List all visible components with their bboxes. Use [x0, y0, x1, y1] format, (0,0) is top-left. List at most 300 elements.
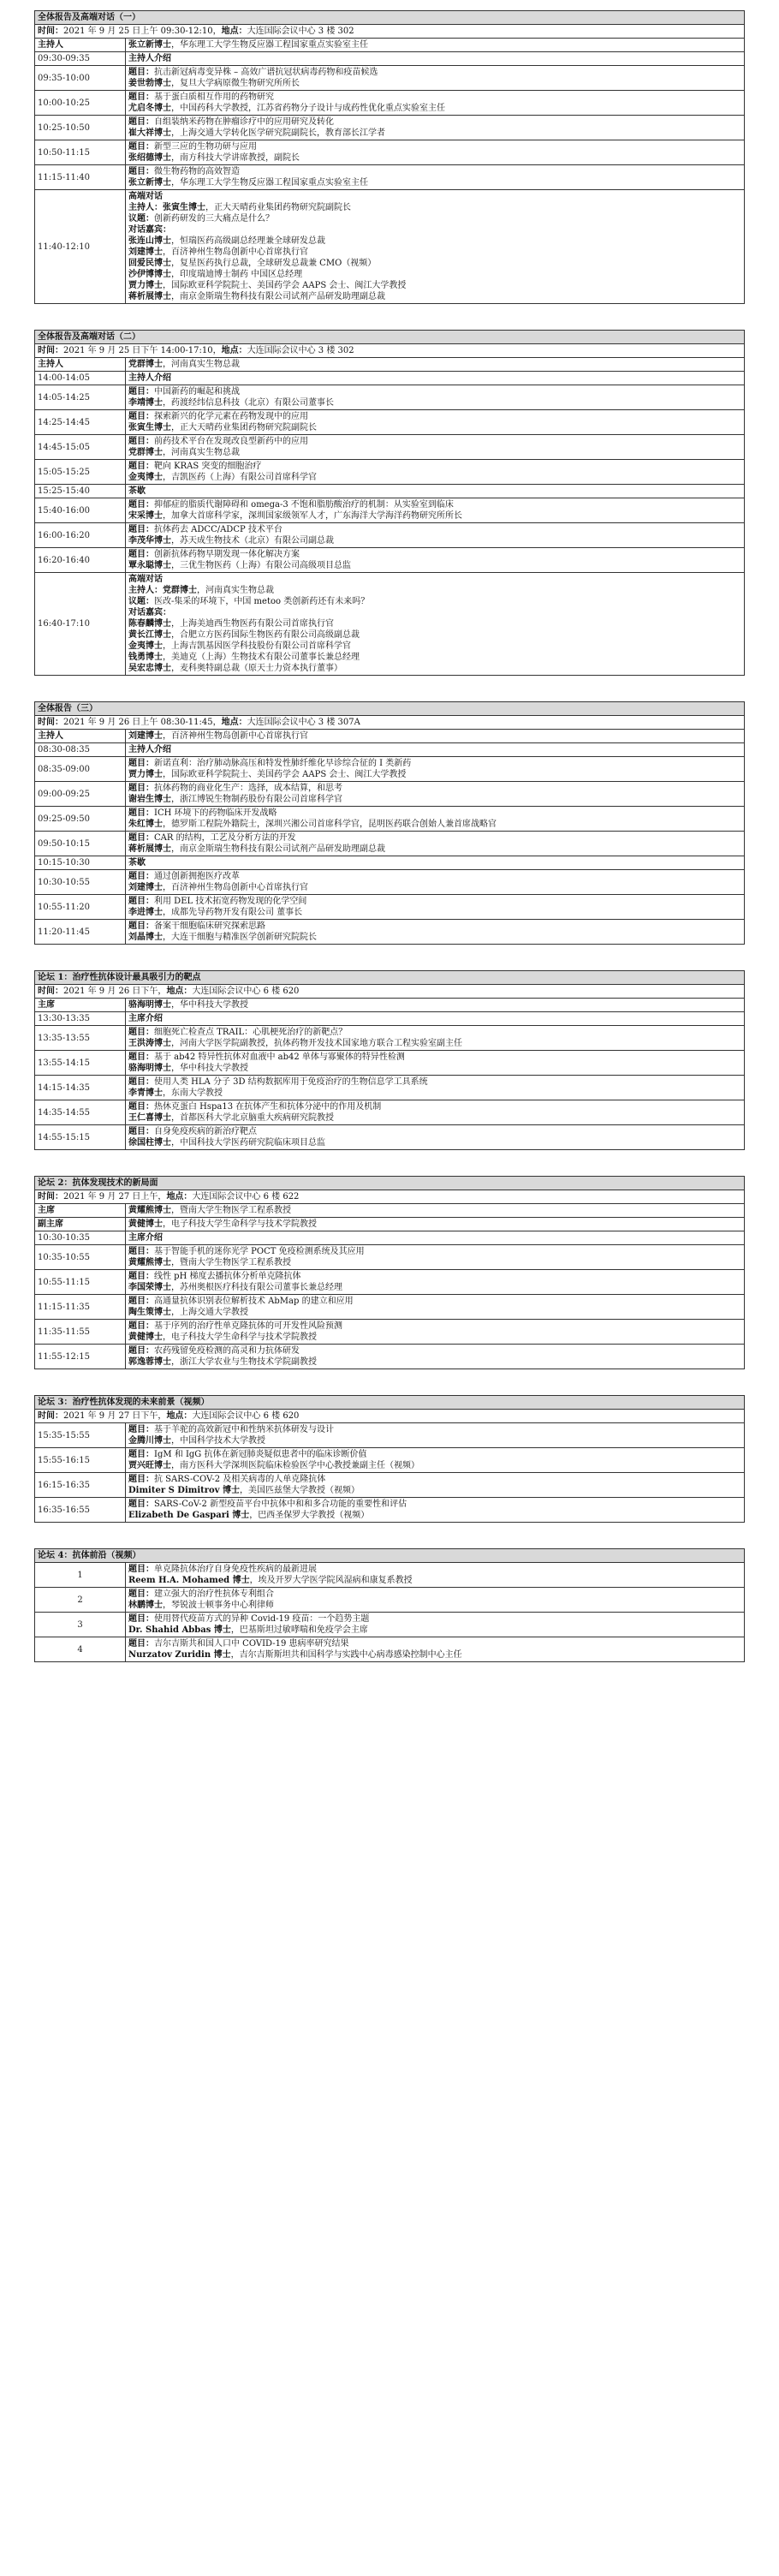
- content-line: [128, 486, 741, 497]
- line-bold: 题目：: [128, 437, 154, 446]
- slot-time: [35, 116, 126, 140]
- line-text: ，苏天成生物技术（北京）有限公司副总裁: [171, 536, 334, 546]
- line-bold: 黄长江博士: [128, 630, 171, 640]
- slot-time-text: 2: [77, 1595, 83, 1605]
- chair-row: [35, 358, 745, 372]
- slot-content: [126, 895, 745, 920]
- line-text: ，河南真实生物总裁: [163, 448, 240, 457]
- section-meta: [35, 25, 745, 39]
- slot-content: [126, 1423, 745, 1448]
- chair-name: 骆海明博士: [128, 1000, 171, 1010]
- agenda-row: [35, 1076, 745, 1100]
- line-bold: 题目：: [128, 784, 154, 793]
- content-line: [128, 882, 741, 893]
- line-text: 新型三应的生物功研与应用: [154, 142, 257, 152]
- session-time: 2021 年 9 月 27 日下午，: [63, 1411, 167, 1421]
- slot-content: [126, 856, 745, 870]
- line-bold: 金夷博士: [128, 641, 163, 651]
- content-line: [128, 436, 741, 447]
- content-line: [128, 1424, 741, 1435]
- slot-time: [35, 66, 126, 91]
- line-text: 热休克蛋白 Hspa13 在抗体产生和抗体分泌中的作用及机制: [154, 1102, 382, 1112]
- line-bold: 题目：: [128, 1565, 154, 1574]
- item-number: [35, 1613, 126, 1637]
- time-label: 时间：: [38, 1411, 63, 1421]
- slot-time: [35, 140, 126, 165]
- agenda-row: [35, 1100, 745, 1125]
- chair-row: [35, 39, 745, 52]
- slot-time-text: 11:35-11:55: [38, 1327, 91, 1337]
- chair-person: [126, 1218, 745, 1231]
- line-bold: 金夷博士: [128, 473, 163, 482]
- line-bold: 茶歇: [128, 858, 146, 868]
- content-line: [128, 269, 741, 280]
- chair-affiliation: ，暨南大学生物医学工程系教授: [171, 1206, 291, 1215]
- agenda-row: [35, 1012, 745, 1026]
- slot-time: [35, 165, 126, 190]
- slot-time: [35, 1498, 126, 1523]
- content-line: [128, 794, 741, 805]
- line-bold: 黄耀熊博士: [128, 1258, 171, 1267]
- line-bold: 题目：: [128, 1425, 154, 1434]
- chair-role-text: 副主席: [38, 1219, 63, 1229]
- line-text: 抗击新冠病毒变异株 – 高效广谱抗冠状病毒药物和疫苗候选: [154, 68, 378, 77]
- line-bold: 李靖博士: [128, 398, 163, 408]
- line-bold: 李青博士: [128, 1088, 163, 1098]
- location-label: 地点：: [166, 1192, 193, 1202]
- line-text: 农药残留免疫检测的高灵和力抗体研发: [154, 1346, 300, 1356]
- line-bold: 题目：: [128, 117, 154, 127]
- session-location: 大连国际会议中心 3 楼 307A: [247, 718, 360, 727]
- agenda-row: [35, 1231, 745, 1245]
- line-text: ICH 环境下的药物临床开发战略: [154, 808, 277, 818]
- section-title-row: [35, 702, 745, 716]
- section-title-row: [35, 331, 745, 344]
- line-text: 靶向 KRAS 突变的细胞治疗: [154, 462, 262, 471]
- agenda-row: [35, 807, 745, 832]
- content-line: [128, 1321, 741, 1332]
- slot-time: [35, 1270, 126, 1295]
- section-title: [35, 11, 745, 25]
- slot-time-text: 14:00-14:05: [38, 373, 91, 383]
- line-text: ，德罗斯工程院外籍院士，深圳兴湘公司首席科学官，昆明医药联合创始人兼首席战略官: [163, 820, 497, 829]
- slot-time: [35, 1448, 126, 1473]
- content-line: [128, 1038, 741, 1049]
- section-title-row: [35, 1549, 745, 1563]
- section-title: [35, 1549, 745, 1563]
- slot-time-text: 14:25-14:45: [38, 417, 91, 427]
- line-text: 探索新兴的化学元素在药物发现中的应用: [154, 412, 308, 421]
- content-line: [128, 1282, 741, 1293]
- content-line: [128, 596, 741, 607]
- slot-time: [35, 1473, 126, 1498]
- line-bold: 崔大祥博士: [128, 128, 171, 138]
- agenda-row: [35, 190, 745, 304]
- slot-content: [126, 66, 745, 91]
- section-meta-row: [35, 1190, 745, 1204]
- agenda-row: [35, 782, 745, 807]
- line-text: ，国际欧亚科学院院士、美国药学会 AAPS 会士、闽江大学教授: [163, 281, 407, 290]
- line-bold: 题目：: [128, 1052, 154, 1062]
- slot-time-text: 10:30-10:55: [38, 877, 91, 887]
- content-line: [128, 397, 741, 408]
- content-line: [128, 67, 741, 78]
- content-line: [128, 1613, 741, 1625]
- program-section: [34, 1548, 745, 1662]
- slot-content: [126, 1320, 745, 1345]
- chair-affiliation: ，华中科技大学教授: [171, 1000, 248, 1010]
- line-text: 抗体药物的商业化生产：选择，成本结算，和思考: [154, 784, 342, 793]
- slot-content: [126, 116, 745, 140]
- line-text: 通过创新拥抱医疗改革: [154, 872, 240, 881]
- line-text: ，药渡经纬信息科技（北京）有限公司董事长: [163, 398, 334, 408]
- section-title-text: 全体报告及高端对话（二）: [38, 332, 140, 342]
- line-text: 抗体药去 ADCC/ADCP 技术平台: [154, 525, 282, 534]
- line-text: ，电子科技大学生命科学与技术学院教授: [163, 1333, 317, 1342]
- chair-role-text: 主持人: [38, 731, 63, 741]
- content-line: [128, 141, 741, 152]
- line-text: ，正大天晴药业集团药物研究院副院长: [205, 203, 351, 212]
- line-text: ，百济神州生物岛创新中心首席执行官: [163, 247, 308, 257]
- slot-time-text: 11:40-12:10: [38, 242, 91, 252]
- line-text: ，国际欧亚科学院院士、美国药学会 AAPS 会士、闽江大学教授: [163, 770, 407, 779]
- slot-time-text: 15:35-15:55: [38, 1430, 91, 1440]
- line-bold: 李茂华博士: [128, 536, 171, 546]
- agenda-row: [35, 1588, 745, 1613]
- program-section: [34, 10, 745, 304]
- chair-name: 张立新博士: [128, 40, 171, 50]
- line-bold: 主持人：张寅生博士: [128, 203, 205, 212]
- content-line: [128, 1649, 741, 1661]
- slot-time: [35, 1423, 126, 1448]
- chair-role-text: 主持人: [38, 40, 63, 50]
- chair-role-text: 主席: [38, 1000, 55, 1010]
- slot-content: [126, 498, 745, 523]
- line-text: ，巴基斯坦过敏哮喘和免疫学会主席: [230, 1625, 368, 1635]
- session-time: 2021 年 9 月 26 日上午 08:30-11:45，: [63, 718, 222, 727]
- line-bold: 张寅生博士: [128, 423, 171, 432]
- chair-person: [126, 999, 745, 1012]
- line-bold: 主席介绍: [128, 1233, 163, 1243]
- line-bold: 题目：: [128, 759, 154, 768]
- line-bold: 蒋析展博士: [128, 844, 171, 854]
- slot-content: [126, 1637, 745, 1662]
- section-title: [35, 702, 745, 716]
- slot-time-text: 14:35-14:55: [38, 1107, 91, 1118]
- content-line: [128, 652, 741, 663]
- slot-time: [35, 1231, 126, 1245]
- slot-content: [126, 410, 745, 435]
- slot-time-text: 09:30-09:35: [38, 54, 91, 63]
- content-line: [128, 92, 741, 103]
- slot-time: [35, 1345, 126, 1369]
- chair-person: [126, 358, 745, 372]
- content-line: [128, 1600, 741, 1611]
- slot-content: [126, 1588, 745, 1613]
- content-line: [128, 1257, 741, 1268]
- content-line: [128, 291, 741, 302]
- line-text: 微生物药物的高效智造: [154, 167, 240, 176]
- section-title-row: [35, 971, 745, 985]
- content-line: [128, 78, 741, 89]
- line-bold: 回爱民博士: [128, 259, 171, 268]
- slot-content: [126, 190, 745, 304]
- line-text: 基于智能手机的迷你光学 POCT 免疫检测系统及其应用: [154, 1247, 365, 1256]
- line-bold: 金腾川博士: [128, 1436, 171, 1446]
- line-text: IgM 和 IgG 抗体在新冠肺炎疑似患者中的临床诊断价值: [154, 1450, 367, 1459]
- line-text: ，暨南大学生物医学工程系教授: [171, 1258, 291, 1267]
- line-bold: 主持人介绍: [128, 54, 171, 63]
- line-bold: 李进博士: [128, 908, 163, 917]
- line-text: ，浙江博锐生物制药股份有限公司首席科学官: [171, 795, 342, 804]
- slot-time-text: 10:55-11:15: [38, 1277, 91, 1287]
- section-title: [35, 971, 745, 985]
- slot-time-text: 11:55-12:15: [38, 1351, 91, 1362]
- slot-content: [126, 140, 745, 165]
- line-bold: 题目：: [128, 1500, 154, 1509]
- line-bold: 高端对话: [128, 192, 163, 201]
- slot-content: [126, 920, 745, 945]
- slot-time-text: 10:55-11:20: [38, 902, 91, 912]
- section-meta-row: [35, 985, 745, 999]
- line-text: ，恒瑞医药高级副总经理兼全球研发总裁: [171, 236, 325, 246]
- time-label: 时间：: [38, 987, 63, 996]
- line-bold: 题目：: [128, 1102, 154, 1112]
- slot-time: [35, 1320, 126, 1345]
- program-section: [34, 970, 745, 1150]
- line-bold: 题目：: [128, 872, 154, 881]
- content-line: [128, 236, 741, 247]
- content-line: [128, 844, 741, 855]
- agenda-row: [35, 1563, 745, 1588]
- agenda-row: [35, 1320, 745, 1345]
- content-line: [128, 1101, 741, 1112]
- slot-time: [35, 385, 126, 410]
- line-bold: 题目：: [128, 808, 154, 818]
- slot-time-text: 16:00-16:20: [38, 530, 91, 540]
- section-title-row: [35, 1177, 745, 1190]
- slot-time: [35, 870, 126, 895]
- slot-time-text: 09:50-10:15: [38, 838, 91, 849]
- line-bold: 党群博士: [128, 448, 163, 457]
- chair-affiliation: ，河南真实生物总裁: [163, 360, 240, 369]
- line-bold: 题目：: [128, 142, 154, 152]
- time-label: 时间：: [38, 1192, 63, 1202]
- agenda-row: [35, 1637, 745, 1662]
- line-bold: 贾力博士: [128, 770, 163, 779]
- line-text: ，河南真实生物总裁: [197, 586, 274, 595]
- line-text: 基于序列的治疗性单克隆抗体的可开发性风险预测: [154, 1321, 342, 1331]
- content-line: [128, 1332, 741, 1343]
- slot-time-text: 16:20-16:40: [38, 555, 91, 565]
- slot-content: [126, 1012, 745, 1026]
- agenda-row: [35, 1345, 745, 1369]
- slot-time: [35, 895, 126, 920]
- chair-person: [126, 730, 745, 743]
- content-line: [128, 857, 741, 868]
- content-line: [128, 549, 741, 560]
- agenda-row: [35, 52, 745, 66]
- section-title-text: 全体报告（三）: [38, 704, 98, 713]
- line-text: 备案干细胞临床研究探索思路: [154, 921, 265, 931]
- section-meta: [35, 985, 745, 999]
- slot-content: [126, 1613, 745, 1637]
- content-line: [128, 1052, 741, 1063]
- session-time: 2021 年 9 月 25 日上午 09:30-12:10，: [63, 27, 222, 36]
- slot-time: [35, 920, 126, 945]
- slot-content: [126, 1076, 745, 1100]
- slot-content: [126, 1125, 745, 1150]
- line-text: ，南京金斯瑞生物科技有限公司试剂产品研发助理副总裁: [171, 844, 385, 854]
- content-line: [128, 1485, 741, 1496]
- line-bold: Elizabeth De Gaspari 博士: [128, 1511, 250, 1520]
- content-line: [128, 177, 741, 188]
- content-line: [128, 907, 741, 918]
- line-bold: 题目：: [128, 550, 154, 559]
- location-label: 地点：: [221, 718, 247, 727]
- line-text: 使用人类 HLA 分子 3D 结构数据库用于免疫治疗的生物信息学工具系统: [154, 1077, 428, 1087]
- slot-content: [126, 523, 745, 548]
- slot-content: [126, 807, 745, 832]
- content-line: [128, 1076, 741, 1088]
- line-text: 使用替代疫苗方式的异种 Covid-19 疫苗：一个趋势主题: [154, 1614, 370, 1624]
- line-text: 基于蛋白质相互作用的药物研究: [154, 92, 274, 102]
- content-line: [128, 1271, 741, 1282]
- line-bold: 贾兴旺博士: [128, 1461, 171, 1470]
- slot-time-text: 09:00-09:25: [38, 789, 91, 799]
- line-text: ，南方医科大学深圳医院临床检验医学中心教授兼副主任（视频）: [171, 1461, 419, 1470]
- session-time: 2021 年 9 月 25 日下午 14:00-17:10，: [63, 346, 222, 355]
- line-bold: 谢岩生博士: [128, 795, 171, 804]
- agenda-row: [35, 870, 745, 895]
- content-line: [128, 932, 741, 943]
- slot-time-text: 16:35-16:55: [38, 1505, 91, 1515]
- slot-time: [35, 807, 126, 832]
- line-text: ，复旦大学病原微生物研究所所长: [171, 79, 300, 88]
- content-line: [128, 258, 741, 269]
- content-line: [128, 1357, 741, 1368]
- item-number: [35, 1637, 126, 1662]
- line-bold: 题目：: [128, 921, 154, 931]
- slot-content: [126, 782, 745, 807]
- line-bold: 张立新博士: [128, 178, 171, 188]
- line-text: 前药技术平台在发现改良型新药中的应用: [154, 437, 308, 446]
- line-bold: 陶生策博士: [128, 1308, 171, 1317]
- line-bold: 覃永聪博士: [128, 561, 171, 570]
- chair-person: [126, 1204, 745, 1218]
- slot-time: [35, 1026, 126, 1051]
- line-text: 抗 SARS-COV-2 及相关病毒的人单克隆抗体: [154, 1475, 326, 1484]
- content-line: [128, 499, 741, 510]
- line-bold: 题目：: [128, 1321, 154, 1331]
- content-line: [128, 103, 741, 114]
- line-text: 医改-集采的环境下，中国 metoo 类创新药还有未来吗？: [154, 597, 370, 606]
- content-line: [128, 461, 741, 472]
- line-text: ，中国科学技术大学教授: [171, 1436, 265, 1446]
- slot-time: [35, 485, 126, 498]
- line-text: ，首都医科大学北京脑重大疾病研究院教授: [171, 1113, 334, 1123]
- content-line: [128, 1112, 741, 1124]
- slot-time: [35, 743, 126, 757]
- content-line: [128, 53, 741, 64]
- location-label: 地点：: [166, 987, 193, 996]
- agenda-row: [35, 66, 745, 91]
- line-text: ，中国药科大学教授，江苏省药物分子设计与成药性优化重点实验室主任: [171, 104, 445, 113]
- slot-time-text: 11:20-11:45: [38, 927, 91, 937]
- line-text: ，美迪克（上海）生物技术有限公司董事长兼总经理: [163, 653, 360, 662]
- content-line: [128, 1137, 741, 1148]
- content-line: [128, 1510, 741, 1521]
- slot-time-text: 14:45-15:05: [38, 442, 91, 452]
- line-text: 创新药研发的三大痛点是什么？: [154, 214, 274, 224]
- slot-time-text: 11:15-11:35: [38, 1302, 91, 1312]
- slot-time-text: 16:40-17:10: [38, 619, 91, 629]
- slot-time: [35, 435, 126, 460]
- line-text: ，华东理工大学生物反应器工程国家重点实验室主任: [171, 178, 368, 188]
- chair-row: [35, 1204, 745, 1218]
- line-bold: 题目：: [128, 387, 154, 397]
- content-line: [128, 1435, 741, 1446]
- content-line: [128, 808, 741, 819]
- agenda-row: [35, 372, 745, 385]
- session-location: 大连国际会议中心 6 楼 620: [192, 1411, 300, 1421]
- slot-time: [35, 410, 126, 435]
- line-bold: 题目：: [128, 1028, 154, 1037]
- content-line: [128, 663, 741, 674]
- item-number: [35, 1588, 126, 1613]
- line-bold: 郭逸蓉博士: [128, 1357, 171, 1367]
- line-bold: 题目：: [128, 1639, 154, 1649]
- content-line: [128, 213, 741, 224]
- content-line: [128, 191, 741, 202]
- slot-time-text: 08:35-09:00: [38, 764, 91, 774]
- line-bold: 刘建博士: [128, 883, 163, 892]
- slot-content: [126, 757, 745, 782]
- slot-time-text: 08:30-08:35: [38, 745, 91, 754]
- line-bold: 主持人：党群博士: [128, 586, 197, 595]
- section-meta: [35, 344, 745, 358]
- line-text: ，南方科技大学讲席教授，副院长: [171, 153, 300, 163]
- section-meta-row: [35, 25, 745, 39]
- slot-content: [126, 1448, 745, 1473]
- slot-time-text: 13:55-14:15: [38, 1058, 91, 1068]
- slot-content: [126, 165, 745, 190]
- line-bold: 题目：: [128, 1247, 154, 1256]
- slot-time: [35, 1076, 126, 1100]
- line-text: 线性 pH 梯度去播抗体分析单克隆抗体: [154, 1272, 301, 1281]
- slot-content: [126, 1563, 745, 1588]
- chair-role: [35, 999, 126, 1012]
- line-text: 建立强大的治疗性抗体专利组合: [154, 1589, 274, 1599]
- slot-time: [35, 190, 126, 304]
- line-text: ，上海美迪西生物医药有限公司首席执行官: [171, 619, 334, 629]
- content-line: [128, 1499, 741, 1510]
- content-line: [128, 1126, 741, 1137]
- content-line: [128, 1589, 741, 1600]
- line-bold: 主持人介绍: [128, 745, 171, 754]
- slot-time: [35, 1295, 126, 1320]
- agenda-row: [35, 498, 745, 523]
- line-text: ，河南大学医学院副教授，抗体药物开发技术国家地方联合工程实验室副主任: [171, 1039, 462, 1048]
- slot-time: [35, 782, 126, 807]
- session-location: 大连国际会议中心 3 楼 302: [247, 346, 354, 355]
- line-bold: 高端对话: [128, 575, 163, 584]
- content-line: [128, 618, 741, 629]
- line-bold: 题目：: [128, 68, 154, 77]
- line-text: ，琴锐波士顿事务中心利律师: [163, 1601, 274, 1610]
- content-line: [128, 510, 741, 522]
- slot-time-text: 10:50-11:15: [38, 147, 91, 158]
